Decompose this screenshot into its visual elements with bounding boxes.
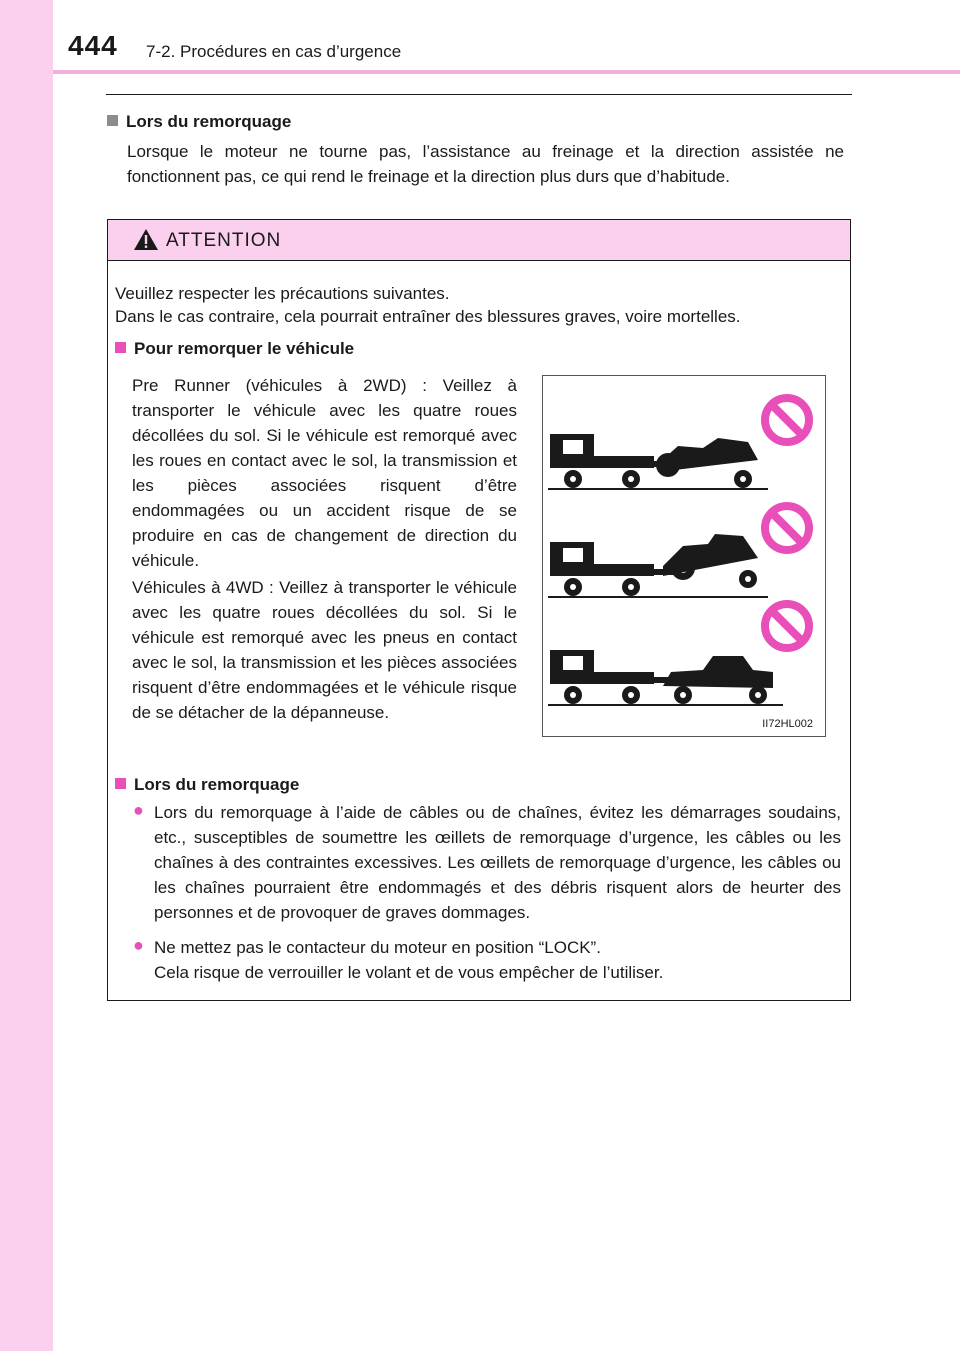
tow-scene-1 xyxy=(548,398,809,489)
tow-truck-diagram xyxy=(543,376,825,716)
intro-text: Lorsque le moteur ne tourne pas, l’assistance au freinage et la direction assistée ne fonctionnent pas, ce qui rend le freinage et la direction plus durs que d’habitude. xyxy=(127,142,844,186)
warning-box xyxy=(107,219,851,1001)
side-band xyxy=(0,0,53,1351)
intro-heading: Lors du remorquage xyxy=(107,112,291,132)
during-bullet-1-text: Lors du remorquage à l’aide de câbles ou de chaînes, évitez les démarrages soudains, etc., susceptibles de soumettre les œillets de remorquage d’urgence, les câbles ou les chaînes à des contraintes excessives. Les œillets de remorquage d’urgence, les câbles ou les chaînes pourraient être endommagés et des débris risquent alors de heurter des personnes et de provoquer de graves dommages. xyxy=(154,803,841,922)
towing-4wd-text: Véhicules à 4WD : Veillez à transporter le véhicule avec les quatre roues décollées du sol. Si le véhicule est remorqué avec les pneus en contact avec le sol, la transmission et les pièces associées risquent d’être endommagées et le véhicule risque de se détacher de la dépanneuse. xyxy=(132,578,517,722)
header-underline xyxy=(53,70,960,74)
divider xyxy=(106,94,852,95)
tow-scene-2 xyxy=(548,506,809,597)
during-bullet-2-line-2: Cela risque de verrouiller le volant et de vous empêcher de l’utiliser. xyxy=(154,963,664,982)
during-bullet-2-line-1: Ne mettez pas le contacteur du moteur en position “LOCK”. xyxy=(154,938,601,957)
towing-heading: Pour remorquer le véhicule xyxy=(115,339,354,359)
pink-square-icon xyxy=(115,778,126,789)
warning-line-1: Veuillez respecter les précautions suivantes. xyxy=(115,284,450,303)
towing-2wd-text: Pre Runner (véhicules à 2WD) : Veillez à transporter le véhicule avec les quatre roues décollées du sol. Si le véhicule est remorqué avec les roues en contact avec le sol, la transmission et les pièces associées risquent d’être endommagées ou un accident risque de se produire en cas de changement de direction du véhicule. xyxy=(132,376,517,570)
warning-triangle-icon xyxy=(133,228,159,251)
pink-square-icon xyxy=(115,342,126,353)
pink-bullet-icon: ● xyxy=(133,935,144,955)
pink-bullet-icon: ● xyxy=(133,800,144,820)
tow-scene-3 xyxy=(548,604,809,705)
section-title: 7-2. Procédures en cas d’urgence xyxy=(146,42,402,61)
page-number: 444 xyxy=(68,30,118,61)
during-heading: Lors du remorquage xyxy=(115,775,299,795)
warning-line-2: Dans le cas contraire, cela pourrait entraîner des blessures graves, voire mortelles. xyxy=(115,307,741,326)
figure-code: II72HL002 xyxy=(762,718,813,730)
warning-title: ATTENTION xyxy=(166,230,282,251)
towing-illustration xyxy=(542,375,826,737)
grey-square-icon xyxy=(107,115,118,126)
warning-header xyxy=(108,220,850,261)
